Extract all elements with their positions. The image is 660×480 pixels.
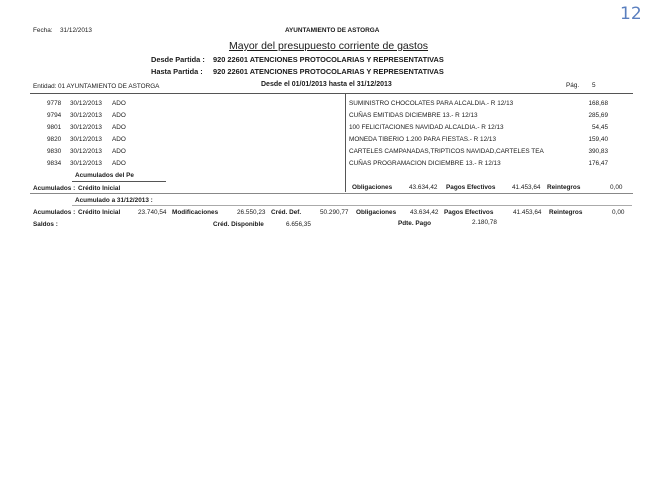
row-number: 9820	[47, 136, 62, 143]
cred-disponible-label: Créd. Disponible	[213, 221, 264, 228]
acum-anual-pagos-label: Pagos Efectivos	[444, 209, 494, 216]
acum-anual-obligaciones-label: Obligaciones	[356, 209, 397, 216]
row-amount: 159,40	[588, 136, 608, 143]
row-date: 30/12/2013	[70, 148, 102, 155]
acum-anual-modificaciones-label: Modificaciones	[172, 209, 219, 216]
table-row	[0, 124, 660, 134]
row-amount: 285,69	[588, 112, 608, 119]
acum-periodo-label: Acumulados :	[33, 185, 76, 192]
acum-anual-pagos-value: 41.453,64	[513, 209, 542, 216]
row-description: SUMINISTRO CHOCOLATES PARA ALCALDIA.- R 12/13	[349, 100, 514, 107]
row-date: 30/12/2013	[70, 100, 102, 107]
table-row	[0, 160, 660, 170]
row-amount: 54,45	[592, 124, 608, 131]
row-number: 9801	[47, 124, 62, 131]
row-date: 30/12/2013	[70, 160, 102, 167]
hasta-partida-value: 920 22601 ATENCIONES PROTOCOLARIAS Y REPRESENTATIVAS	[213, 67, 444, 76]
acum-periodo-reintegros-label: Reintegros	[547, 184, 581, 191]
row-type: ADO	[112, 136, 126, 143]
table-row	[0, 148, 660, 158]
row-number: 9830	[47, 148, 62, 155]
acum-anual-label: Acumulados :	[33, 209, 76, 216]
fecha-label: Fecha:	[33, 27, 53, 34]
row-type: ADO	[112, 160, 126, 167]
acum-anual-credito-value: 23.740,54	[138, 209, 167, 216]
acum-periodo-obligaciones-label: Obligaciones	[352, 184, 393, 191]
row-date: 30/12/2013	[70, 136, 102, 143]
desde-partida-value: 920 22601 ATENCIONES PROTOCOLARIAS Y REPRESENTATIVAS	[213, 55, 444, 64]
row-date: 30/12/2013	[70, 124, 102, 131]
acum-anual-cred-def-value: 50.290,77	[320, 209, 349, 216]
entidad-value: 01 AYUNTAMIENTO DE ASTORGA	[58, 83, 160, 90]
row-number: 9794	[47, 112, 62, 119]
acum-periodo-rule	[72, 181, 166, 182]
acum-periodo-obligaciones-value: 43.634,42	[409, 184, 438, 191]
row-date: 30/12/2013	[70, 112, 102, 119]
table-row	[0, 136, 660, 146]
hasta-partida-label: Hasta Partida :	[151, 67, 203, 76]
page-title: Mayor del presupuesto corriente de gastos	[229, 40, 429, 52]
row-type: ADO	[112, 112, 126, 119]
row-type: ADO	[112, 100, 126, 107]
acum-anual-reintegros-value: 0,00	[612, 209, 625, 216]
row-amount: 168,68	[588, 100, 608, 107]
desde-partida-label: Desde Partida :	[151, 55, 205, 64]
acum-anual-reintegros-label: Reintegros	[549, 209, 583, 216]
acum-periodo-reintegros-value: 0,00	[610, 184, 623, 191]
row-description: MONEDA TIBERIO 1.200 PARA FIESTAS.- R 12/13	[349, 136, 497, 143]
row-amount: 390,83	[588, 148, 608, 155]
organization-name: AYUNTAMIENTO DE ASTORGA	[285, 27, 380, 34]
acum-periodo-heading: Acumulados del Pe	[75, 172, 134, 179]
acum-periodo-pagos-value: 41.453,64	[512, 184, 541, 191]
table-top-rule	[30, 93, 633, 94]
row-type: ADO	[112, 148, 126, 155]
section-separator	[30, 193, 633, 194]
acum-periodo-credito-label: Crédito Inicial	[78, 185, 121, 192]
row-number: 9834	[47, 160, 62, 167]
row-description: CUÑAS EMITIDAS DICIEMBRE 13.- R 12/13	[349, 112, 478, 119]
acum-periodo-pagos-label: Pagos Efectivos	[446, 184, 496, 191]
row-amount: 176,47	[588, 160, 608, 167]
row-description: CUÑAS PROGRAMACION DICIEMBRE 13.- R 12/13	[349, 160, 501, 167]
pdte-pago-value: 2.180,78	[472, 219, 497, 226]
acum-anual-obligaciones-value: 43.634,42	[410, 209, 439, 216]
row-type: ADO	[112, 124, 126, 131]
acum-anual-heading: Acumulado a 31/12/2013 :	[75, 197, 153, 204]
row-number: 9778	[47, 100, 62, 107]
handwritten-page-number: 12	[620, 4, 642, 24]
entidad-label: Entidad:	[33, 83, 57, 90]
acum-anual-cred-def-label: Créd. Def.	[271, 209, 302, 216]
acum-anual-rule	[72, 205, 632, 206]
row-description: 100 FELICITACIONES NAVIDAD ALCALDIA.- R 12/13	[349, 124, 504, 131]
table-row	[0, 112, 660, 122]
saldos-label: Saldos :	[33, 221, 58, 228]
period-range: Desde el 01/01/2013 hasta el 31/12/2013	[261, 81, 392, 88]
acum-anual-modificaciones-value: 26.550,23	[237, 209, 266, 216]
page-label: Pág.	[566, 82, 580, 89]
pdte-pago-label: Pdte. Pago	[398, 220, 432, 227]
fecha-value: 31/12/2013	[60, 27, 92, 34]
cred-disponible-value: 6.656,35	[286, 221, 311, 228]
table-row	[0, 100, 660, 110]
page-value: 5	[592, 82, 596, 89]
acum-anual-credito-label: Crédito Inicial	[78, 209, 121, 216]
row-description: CARTELES CAMPANADAS,TRIPTICOS NAVIDAD,CARTELES TEA	[349, 148, 544, 155]
